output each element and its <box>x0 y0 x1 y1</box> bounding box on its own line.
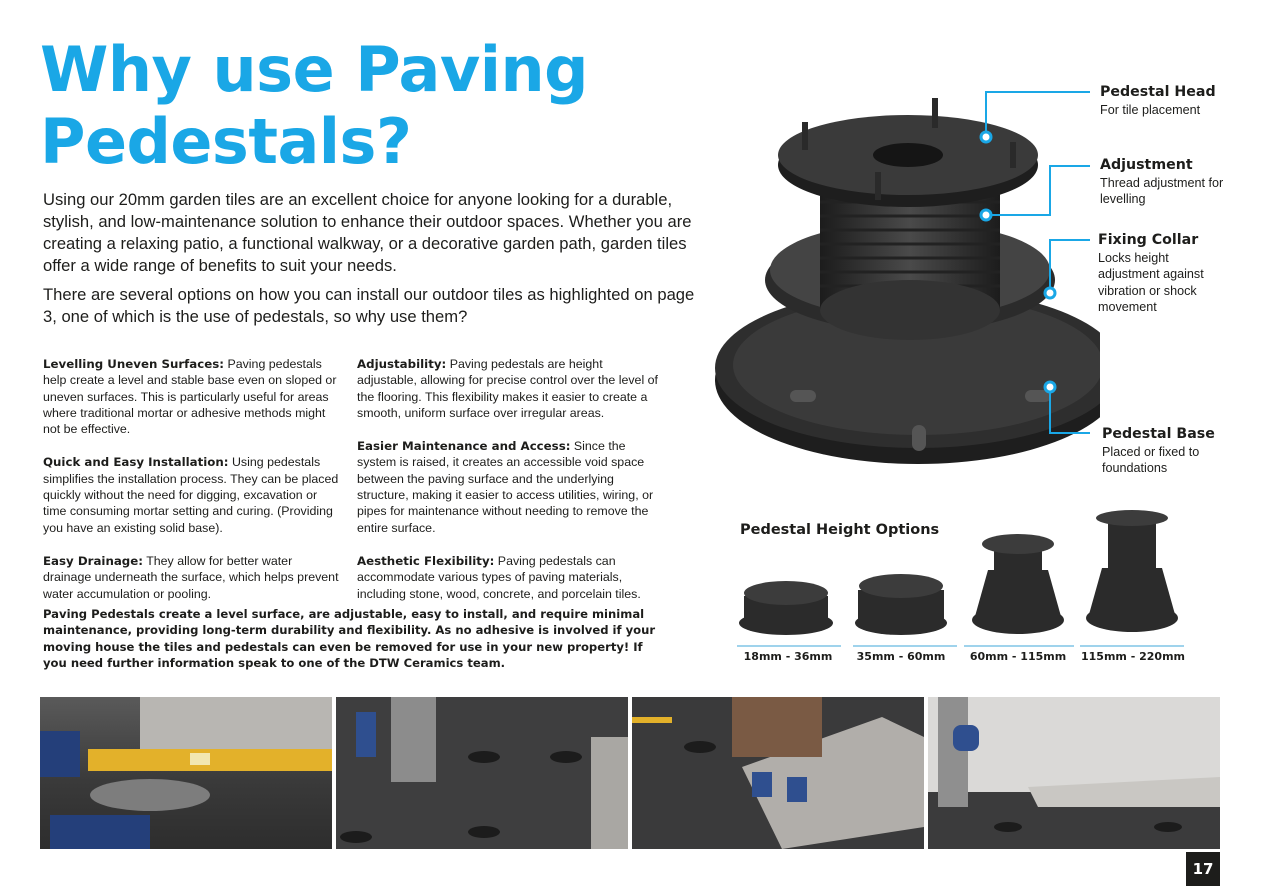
option-divider <box>964 645 1074 647</box>
pedestal-18-36-image <box>739 581 833 635</box>
option-divider <box>1080 645 1184 647</box>
callout-pedestal-base: Pedestal Base Placed or fixed to foundations <box>1102 426 1215 475</box>
height-option-label: 35mm - 60mm <box>856 650 946 663</box>
photo-levelling-tile <box>40 697 332 849</box>
intro-paragraph-2: There are several options on how you can install our outdoor tiles as highlighted on page 3, one of which is the use of pedestals, so why use them? <box>43 285 695 326</box>
intro-paragraph-1: Using our 20mm garden tiles are an excellent choice for anyone looking for a durable, stylish, and low-maintenance solution to enhance their outdoor spaces. Whether you are creating a relaxing patio, a functional walkway, or a decorative garden path, garden tiles offer a wide range of benefits to suit your needs. <box>43 190 692 275</box>
benefit-drainage: Easy Drainage: They allow for better water drainage underneath the surface, which helps prevent water accumulation or pooling. <box>43 553 339 601</box>
pedestal-35-60-image <box>855 574 947 635</box>
title-line-2: Pedestals? <box>40 105 412 178</box>
height-options-title: Pedestal Height Options <box>740 522 940 538</box>
benefit-quick-install: Quick and Easy Installation: Using pedestals simplifies the installation process. They can be placed quickly without the need for digging, excavation or time consuming mortar setting and curing. (Providing you have an existing solid base). <box>43 455 339 535</box>
photo-placing-pedestals <box>336 697 628 849</box>
benefit-levelling: Levelling Uneven Surfaces: Paving pedestals help create a level and stable base even on sloped or uneven surfaces. This is particularly useful for areas where traditional mortar or adhesive methods might not be effective. <box>43 357 337 437</box>
callout-pedestal-head: Pedestal Head For tile placement <box>1100 84 1216 117</box>
benefit-adjustability: Adjustability: Paving pedestals are height adjustable, allowing for precise control over the level of the flooring. This flexibility makes it easier to create a smooth, uniform surface over irregular areas. <box>357 357 658 420</box>
benefit-maintenance: Easier Maintenance and Access: Since the system is raised, it creates an accessible void space between the paving surface and the underlying structure, making it easier to access utilities, wiring, or pipes for maintenance without needing to remove the entire surface. <box>357 439 654 535</box>
callout-adjustment: Adjustment Thread adjustment for levelling <box>1100 157 1224 206</box>
title-line-1: Why use Paving <box>40 33 589 106</box>
callout-fixing-collar: Fixing Collar Locks height adjustment against vibration or shock movement <box>1098 232 1204 314</box>
height-options-images <box>736 508 1186 644</box>
height-option-label: 115mm - 220mm <box>1081 650 1185 663</box>
height-option-label: 60mm - 115mm <box>969 650 1067 663</box>
option-divider <box>737 645 841 647</box>
page-number: 17 <box>1186 852 1220 886</box>
photo-finished-floor <box>928 697 1220 849</box>
installation-photo-strip <box>40 697 1220 849</box>
photo-laying-tile <box>632 697 924 849</box>
pedestal-60-115-image <box>972 534 1064 634</box>
pedestal-115-220-image <box>1086 510 1178 632</box>
benefit-aesthetic: Aesthetic Flexibility: Paving pedestals can accommodate various types of paving materials, including stone, wood, concrete, and porcelain tiles. <box>357 553 641 601</box>
height-option-label: 18mm - 36mm <box>743 650 833 663</box>
summary-paragraph: Paving Pedestals create a level surface, are adjustable, easy to install, and require minimal maintenance, providing long-term durability and flexibility. As no adhesive is involved if your moving house the tiles and pedestals can even be removed for use in your new property! If you need further information speak to one of the DTW Ceramics team. <box>43 607 656 671</box>
option-divider <box>853 645 957 647</box>
